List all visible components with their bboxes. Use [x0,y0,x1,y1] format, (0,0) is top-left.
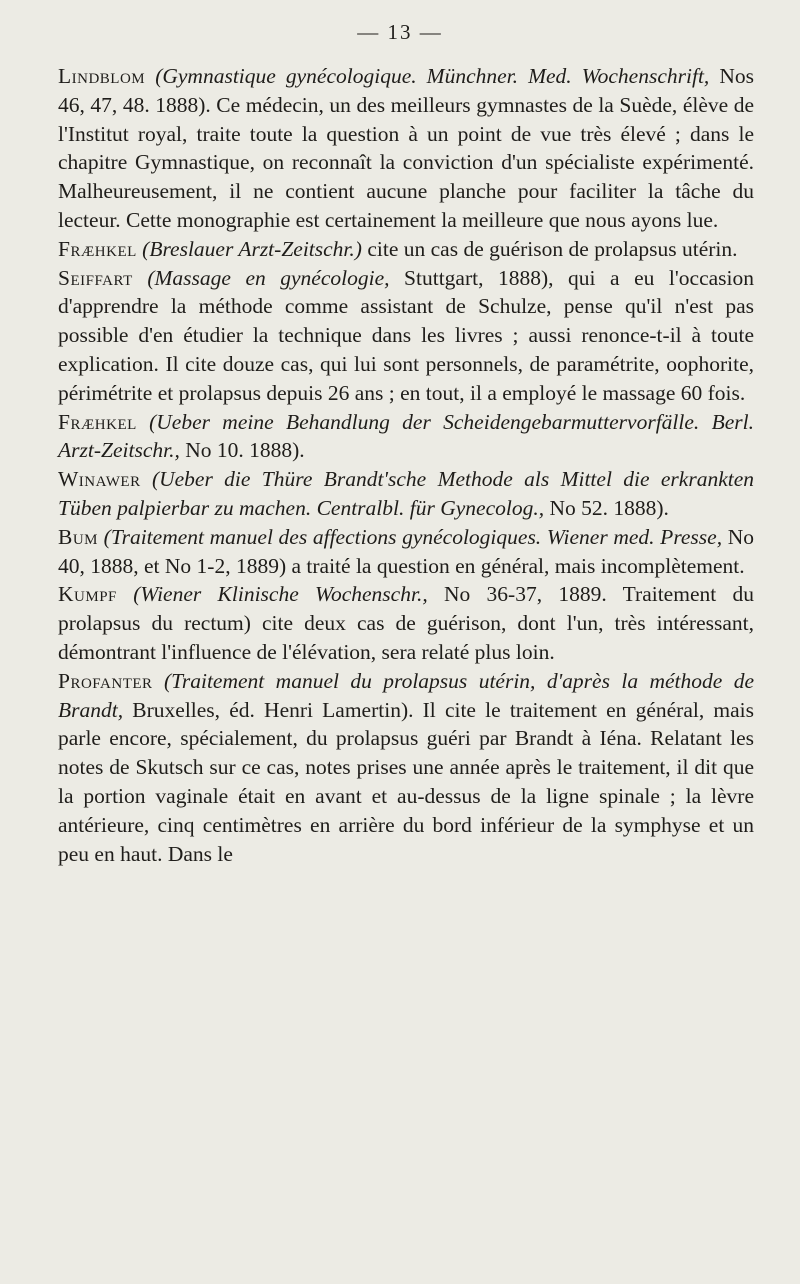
entry-reference: (Massage en gynécologie, [147,265,390,290]
entry-reference: (Traitement manuel des affections gynécologiques. Wiener med. Presse, [103,524,723,549]
entry-author: Fræнkel [58,409,137,434]
entry-reference: (Ueber meine Behandlung der Scheidengebarmuttervorfälle. Berl. Arzt-Zeitschr., [58,409,754,463]
entry-author: Bum [58,524,99,549]
entry-body: No 10. 1888). [179,438,305,463]
entry-reference: (Gymnastique gynécologique. Münchner. Med. Wochenschrift, [155,64,710,88]
entry-lindblom [58,62,754,235]
entry-body: Nos 46, 47, 48. 1888). Ce médecin, un des meilleurs gymnastes de la Suède, élève de l'Institut royal, traite toute la question à un point de vue très élevé ; dans le chapitre Gymnastique, on reconnaît la conviction d'un spécialiste expérimenté. Malheureusement, il ne contient aucune planche pour faciliter la tâche du lecteur. Cette monographie est certainement la meilleure que nous ayons lue. [58,64,754,232]
entry-kumpf [58,580,754,666]
entry-body: cite un cas de guérison de prolapsus utérin. [361,236,738,261]
entry-author: Seiffart [58,265,133,290]
entry-reference: (Ueber die Thüre Brandt'sche Methode als Mittel die erkrankten Tüben palpierbar zu machen. Centralbl. für Gynecolog., [58,467,755,520]
entry-bum [58,523,754,581]
entry-reference: (Breslauer Arzt-Zeitschr.) [142,236,362,261]
entry-author: Profanter [58,668,153,693]
entry-reference: (Traitement manuel du prolapsus utérin, d'après la méthode de Brandt, [58,668,755,722]
entry-reference: (Wiener Klinische Wochenschr., [133,582,428,607]
entry-profanter [58,667,754,869]
entry-author: Lindblom [58,64,146,88]
entry-author: Kumpf [58,582,117,607]
entry-seiffart [58,264,754,408]
entry-author: Fræнkel [58,236,137,261]
page-number: — 13 — [357,20,443,44]
entry-body: No 52. 1888). [544,495,669,520]
entry-winawer [58,465,754,523]
entry-fraenkel-2 [58,408,754,466]
entry-fraenkel-1 [58,235,754,264]
entry-body: Stuttgart, 1888), qui a eu l'occasion d'apprendre la méthode comme assistant de Schulze, pense qu'il n'est pas possible d'en étudier la technique dans les livres ; aussi renonce-t-il à toute explication. Il cite douze cas, qui lui sont personnels, de paramétrite, oophorite, périmétrite et prolapsus depuis 26 ans ; en tout, il a employé le massage 60 fois. [58,265,754,405]
entry-body: No 40, 1888, et No 1-2, 1889) a traité la question en général, mais incomplètement. [58,524,755,578]
entry-body: No 36-37, 1889. Traitement du prolapsus du rectum) cite deux cas de guérison, dont l'un, très intéressant, démontrant l'influence de l'élévation, sera relaté plus loin. [58,582,755,664]
entry-author: Winawer [58,467,141,492]
entry-body: Bruxelles, éd. Henri Lamertin). Il cite le traitement en général, mais parle encore, spécialement, du prolapsus guéri par Brandt à Iéna. Relatant les notes de Skutsch sur ce cas, notes prises une année après le traitement, il dit que la portion vaginale était en avant et au-dessus de la ligne spinale ; la lèvre antérieure, cinq centimètres en arrière du bord inférieur de la symphyse et un peu en haut. Dans le [58,697,754,866]
